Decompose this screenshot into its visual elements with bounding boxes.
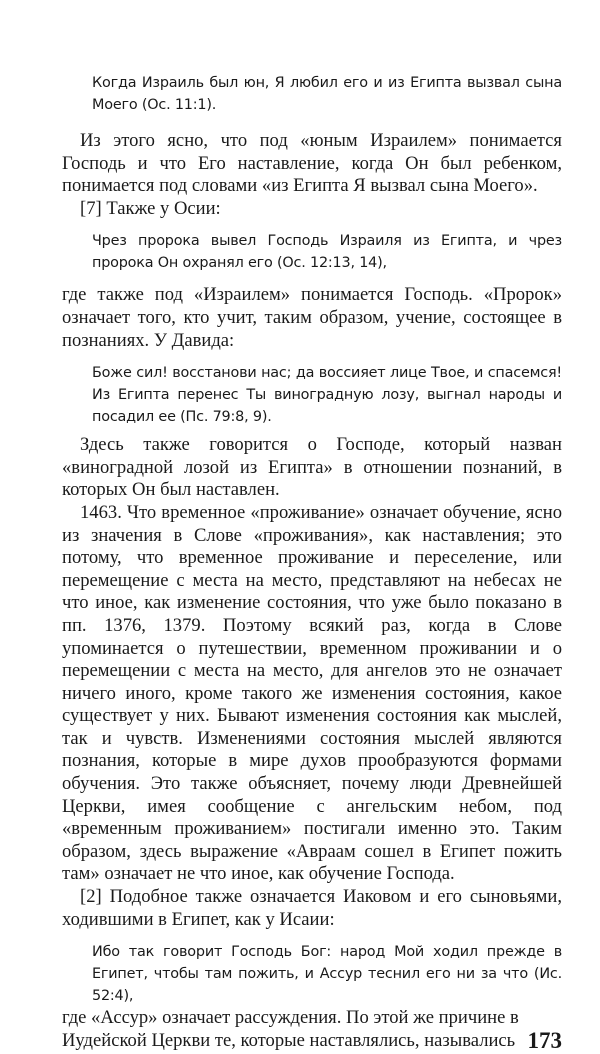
- last-line-row: [62, 1027, 562, 1053]
- scripture-quote-hosea-12: Чрез пророка вывел Господь Израиля из Египта, и чрез пророка Он охранял его (Ос. 12:13, 14),: [92, 233, 562, 272]
- page-number: 173: [527, 1027, 562, 1053]
- paragraph-hosea-intro: [7] Также у Осии:: [80, 197, 221, 219]
- paragraph-final-line-2: Иудейской Церкви те, которые наставлялись, назывались: [62, 1029, 516, 1051]
- scripture-quote-isaiah-52: Ибо так говорит Господь Бог: народ Мой ходил прежде в Египет, чтобы там пожить, и Ассур теснил его ни за что (Ис. 52:4),: [92, 944, 562, 1005]
- page-content: [62, 72, 562, 1052]
- paragraph-explanation-1: Из этого ясно, что под «юным Израилем» понимается Господь и что Его наставление, когда Он был ребенком, понимается под словами «из Египта Я вызвал сына Моего».: [62, 130, 562, 197]
- scripture-quote-psalm-79: Боже сил! восстанови нас; да воссияет лице Твое, и спасемся! Из Египта перенес Ты виноградную лозу, выгнал народы и посадил ее (Пс. 79:8, 9).: [92, 365, 562, 426]
- scripture-quote-hosea-11: Когда Израиль был юн, Я любил его и из Египта вызвал сына Моего (Ос. 11:1).: [92, 75, 562, 113]
- paragraph-section-1463-2: [2] Подобное также означается Иаковом и его сыновьями, ходившими в Египет, как у Исаии:: [62, 886, 562, 930]
- paragraph-explanation-2: где также под «Израилем» понимается Господь. «Пророк» означает того, кто учит, таким образом, учение, состоящее в познаниях. У Давида:: [62, 284, 562, 351]
- paragraph-explanation-3: Здесь также говорится о Господе, который назван «виноградной лозой из Египта» в отношении познаний, в которых Он был наставлен.: [62, 434, 562, 501]
- paragraph-section-1463: 1463. Что временное «проживание» означает обучение, ясно из значения в Слове «проживания», как наставления; это потому, что временное проживание и переселение, или перемещение с места на место, представляют на небесах не что иное, как изменение состояния, что уже было показано в пп. 1376, 1379. Поэтому всякий раз, когда в Слове упоминается о путешествии, временном проживании и о перемещении с места на место, для ангелов это не означает ничего иного, кроме такого же изменения состояния, какое существует у них. Бывают изменения состояния как мыслей, так и чувств. Изменениями состояния мыслей являются познания, которые в мире духов прообразуются формами обучения. Это также объясняет, почему люди Древнейшей Церкви, имея сообщение с ангельским небом, под «временным проживанием» постигали именно это. Таким образом, здесь выражение «Авраам сошел в Египет пожить там» означает не что иное, как обучение Господа.: [62, 501, 562, 885]
- paragraph-final-line-1: где «Ассур» означает рассуждения. По этой же причине в: [62, 1007, 519, 1029]
